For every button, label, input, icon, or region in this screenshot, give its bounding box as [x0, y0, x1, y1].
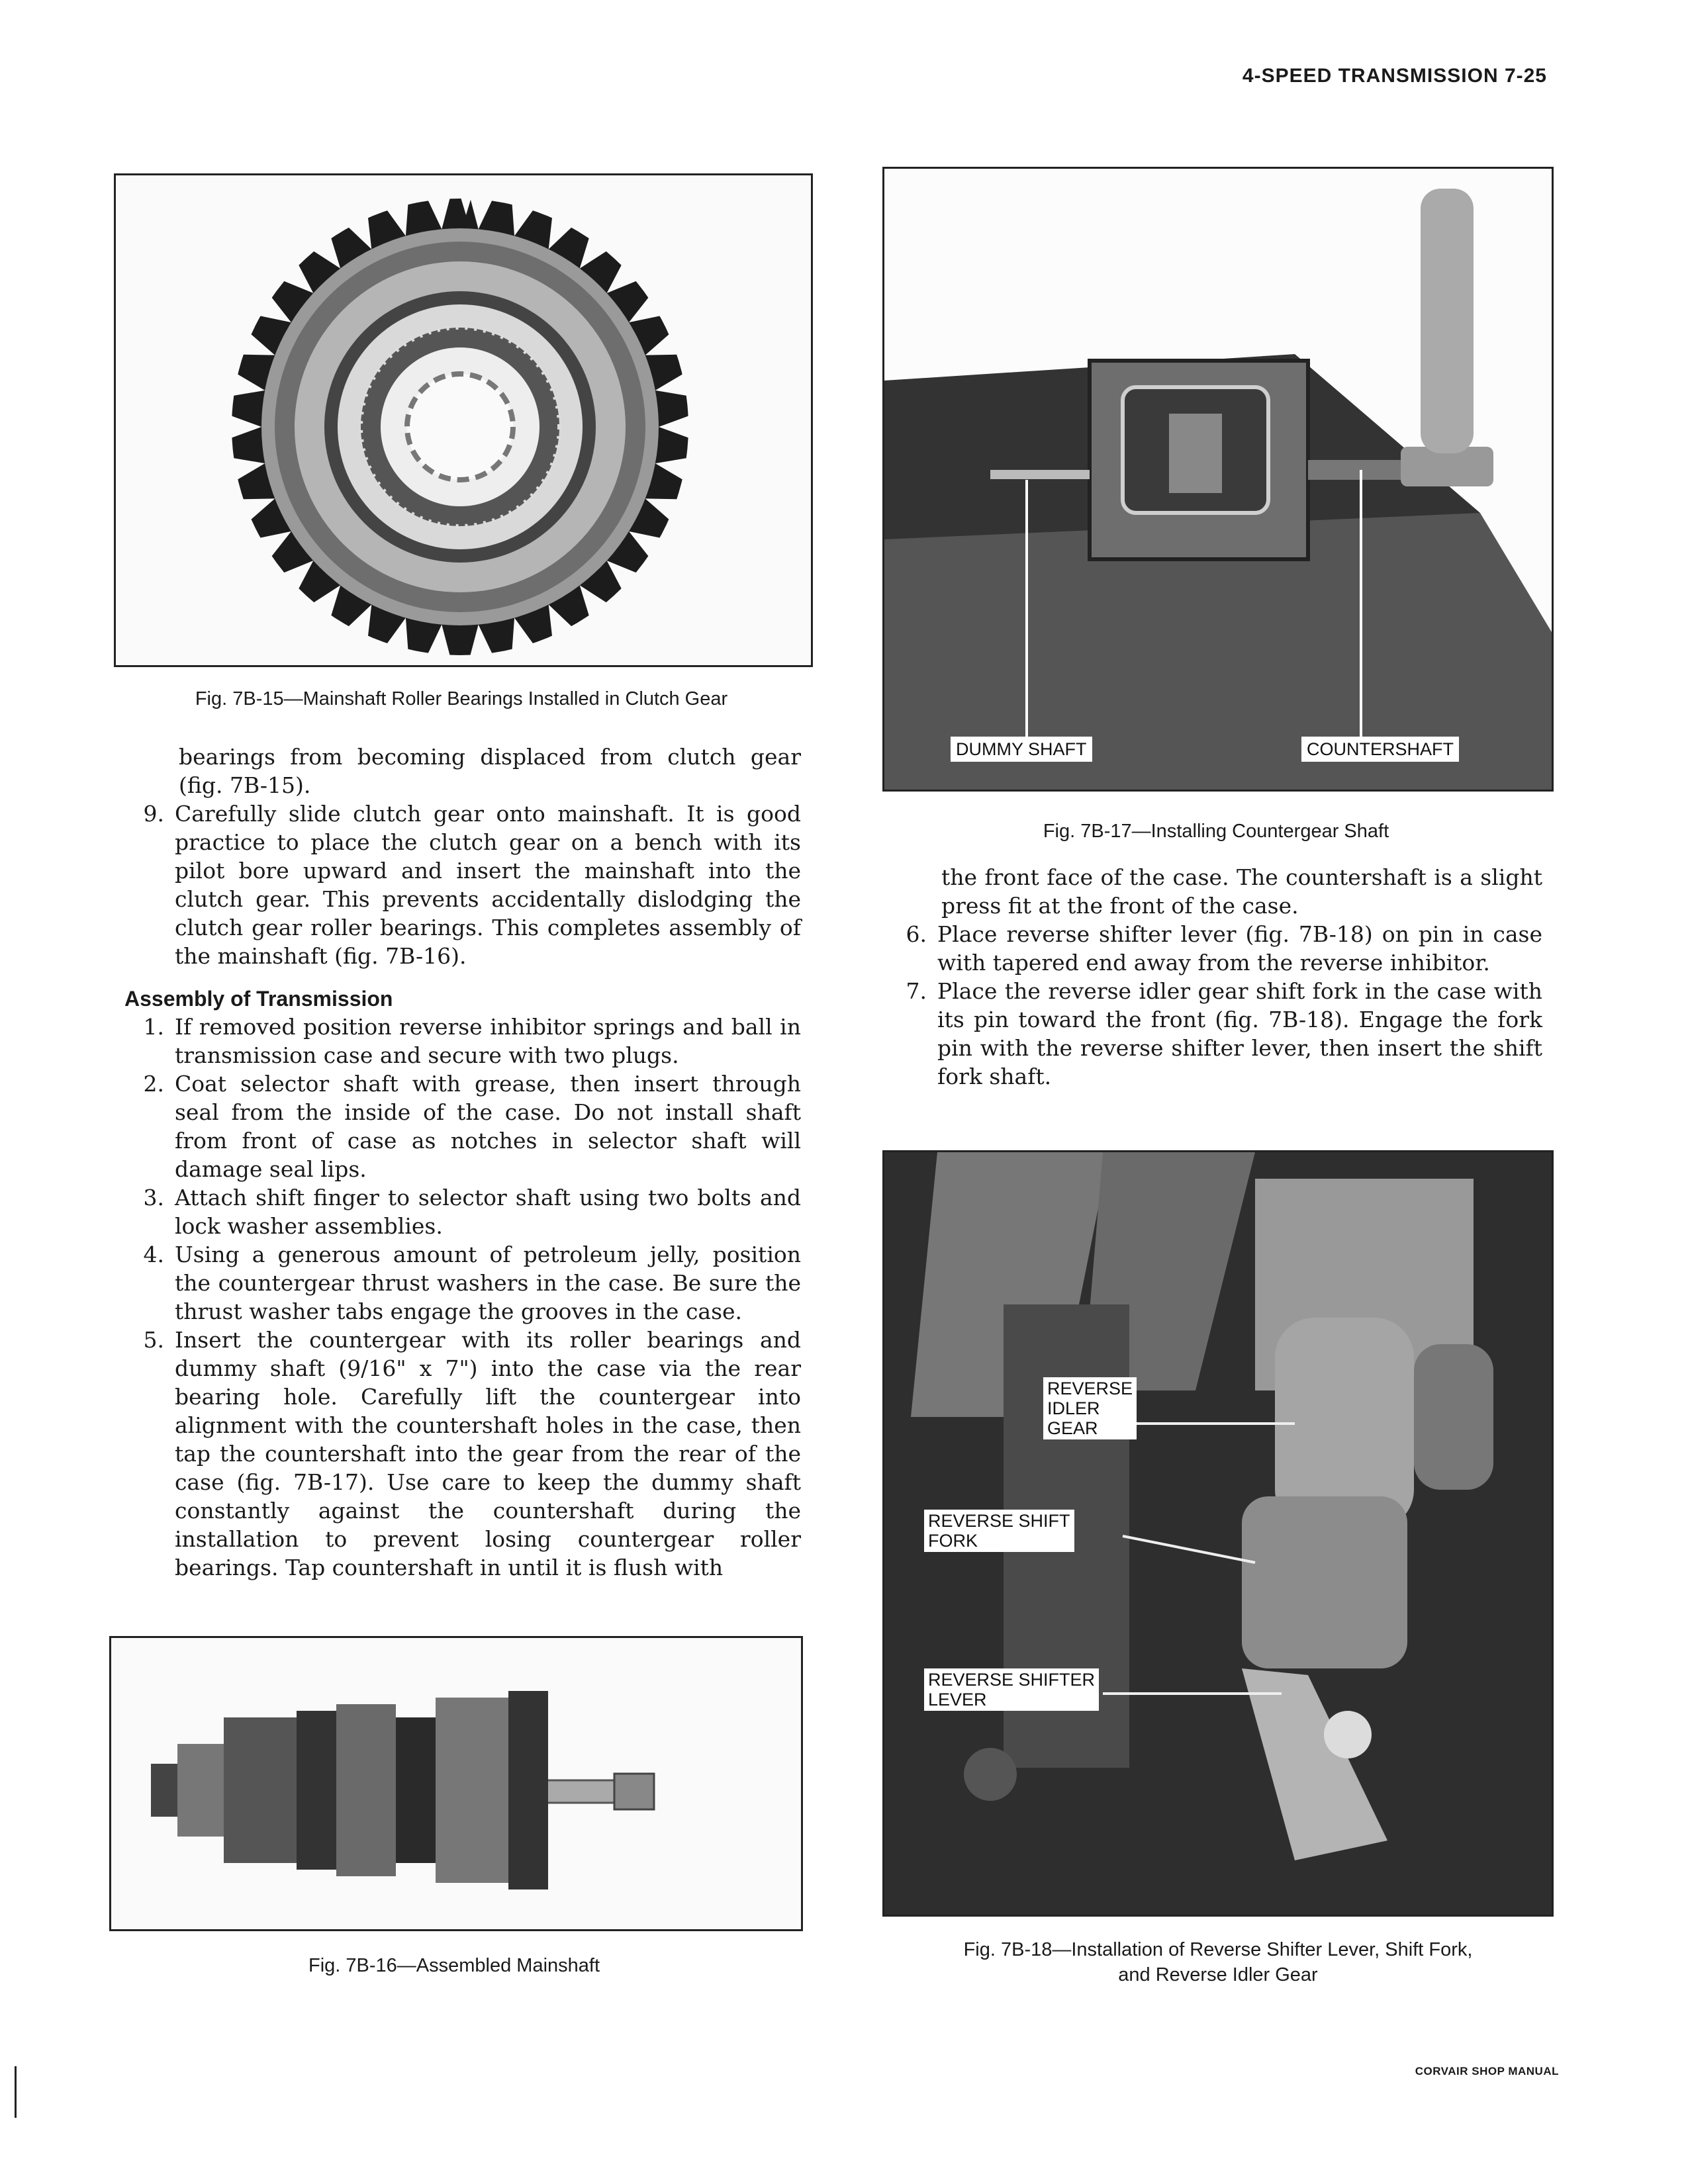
figure-caption	[861, 1938, 1575, 1987]
list-item	[124, 1326, 801, 1582]
step-number: 1.	[143, 1014, 164, 1040]
paragraph-continuation: the front face of the case. The countershaft is a slight press fit at the front of the case.	[941, 864, 1542, 919]
left-column	[124, 743, 801, 1582]
figure-caption: Fig. 7B-16—Assembled Mainshaft	[308, 1955, 600, 1976]
figure-caption: Fig. 7B-17—Installing Countergear Shaft	[1043, 821, 1389, 842]
paragraph-continuation: bearings from becoming displaced from clutch gear (fig. 7B-15).	[179, 744, 801, 798]
list-item	[124, 799, 801, 970]
label-reverse-idler-gear: REVERSE IDLER GEAR	[1043, 1377, 1137, 1439]
label-dummy-shaft: DUMMY SHAFT	[951, 737, 1092, 762]
step-text: Carefully slide clutch gear onto mainshaft. It is good practice to place the clutch gear on a bench with its pilot bore upward and insert the mainshaft into the clutch gear. This prevents accidentally dislodging the clutch gear roller bearings. This completes assembly of the mainshaft (fig. 7B-16).	[175, 801, 801, 969]
step-number: 6.	[906, 921, 927, 947]
step-text: Insert the countergear with its roller bearings and dummy shaft (9/16" x 7") into the case via the rear bearing hole. Carefully lift the countergear into alignment with the countershaft holes in the case, then tap the countershaft into the gear from the rear of the case (fig. 7B-17). Use care to keep the dummy shaft constantly against the countershaft during the installation to prevent losing countergear roller bearings. Tap countershaft in until it is flush with	[175, 1327, 801, 1580]
label-countershaft: COUNTERSHAFT	[1301, 737, 1459, 762]
clutch-gear-illustration	[116, 175, 811, 665]
step-text: Place the reverse idler gear shift fork in the case with its pin toward the front (fig. 7B-18). Engage the fork pin with the reverse shifter lever, then insert the shift fork shaft.	[937, 978, 1542, 1089]
list-item	[124, 1013, 801, 1069]
caption-line: and Reverse Idler Gear	[1118, 1964, 1318, 1985]
countergear-shaft-photo	[884, 169, 1552, 790]
figure-reverse-shifter	[882, 1150, 1554, 1917]
figure-assembled-mainshaft	[109, 1636, 803, 1931]
margin-mark	[15, 2066, 17, 2118]
list-item	[887, 977, 1542, 1091]
step-number: 2.	[143, 1071, 164, 1097]
step-text: If removed position reverse inhibitor springs and ball in transmission case and secure with two plugs.	[175, 1014, 801, 1068]
step-text: Coat selector shaft with grease, then insert through seal from the inside of the case. Do not install shaft from front of case as notches in selector shaft will damage seal lips.	[175, 1071, 801, 1182]
caption-line: Fig. 7B-18—Installation of Reverse Shifter Lever, Shift Fork,	[963, 1939, 1473, 1960]
step-number: 9.	[143, 801, 164, 827]
step-text: Attach shift finger to selector shaft using two bolts and lock washer assemblies.	[175, 1185, 801, 1239]
page-header: 4-SPEED TRANSMISSION 7-25	[1242, 65, 1547, 87]
figure-countergear-shaft	[882, 167, 1554, 792]
mainshaft-illustration	[111, 1638, 801, 1929]
step-number: 5.	[143, 1327, 164, 1353]
figure-clutch-gear	[114, 173, 813, 667]
label-reverse-shift-fork: REVERSE SHIFT FORK	[924, 1510, 1074, 1552]
right-column	[887, 863, 1542, 1091]
list-item	[124, 1183, 801, 1240]
list-item	[124, 1240, 801, 1326]
step-number: 3.	[143, 1185, 164, 1210]
list-item	[887, 920, 1542, 977]
step-text: Place reverse shifter lever (fig. 7B-18) on pin in case with tapered end away from the reverse inhibitor.	[937, 921, 1542, 976]
step-number: 4.	[143, 1242, 164, 1267]
step-text: Using a generous amount of petroleum jelly, position the countergear thrust washers in the case. Be sure the thrust washer tabs engage the grooves in the case.	[175, 1242, 801, 1324]
section-heading: Assembly of Transmission	[124, 987, 393, 1011]
page-footer: CORVAIR SHOP MANUAL	[1415, 2065, 1559, 2077]
list-item	[124, 1069, 801, 1183]
figure-caption: Fig. 7B-15—Mainshaft Roller Bearings Installed in Clutch Gear	[195, 688, 728, 709]
step-number: 7.	[906, 978, 927, 1004]
label-reverse-shifter-lever: REVERSE SHIFTER LEVER	[924, 1668, 1099, 1711]
